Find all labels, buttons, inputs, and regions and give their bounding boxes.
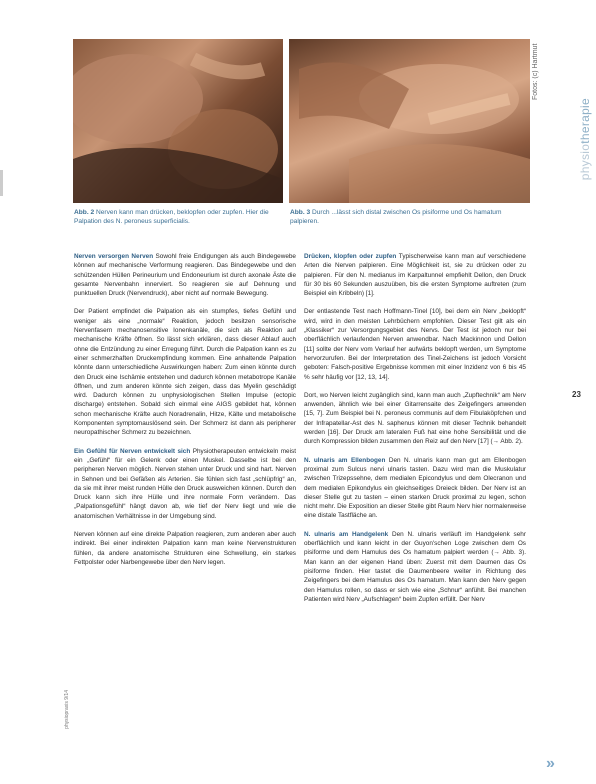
figure-photo-wrist-palpation (289, 39, 530, 203)
figure-label: Abb. 3 (290, 209, 311, 216)
paragraph-text: Nerven können auf eine direkte Palpation reagieren, zum anderen aber auch indirekt. Bei einer indirekten Palpation kann man keine Nervenstrukturen fühlen, da andere anatomische Strukturen eine Schwellung, ein starkes Fettpolster oder Narbengewebe über den Nerv legen. (74, 531, 296, 566)
article-column-left (74, 252, 296, 576)
paragraph-text: Der entlastende Test nach Hoffmann-Tinel [10], bei dem ein Nerv „beklopft“ wird, wird in den meisten Lehrbüchern empfohlen. Dieser Test gilt als ein „Klassiker“ zur Versorgungsgebiet des Nervs. Der Test ist jedoch nur bei oberflächlich verlaufenden Nerven anwendbar. Nach Mackinnon und Dellon [11] sollte der Nerv vom Verlauf her aufwärts beklopft werden, um Symptome hervorzurufen. Bei der Interpretation des Tinel-Zeichens ist jedoch Vorsicht geboten: Falsch-positive Ergebnisse kommen mit einer Inzidenz von 6 bis 45 % sehr häufig vor [12, 13, 14]. (304, 308, 526, 381)
brand-prefix: physio (578, 143, 592, 181)
issue-side-label: physiopraxis 9/14 (64, 690, 70, 729)
photo-wrist-illustration (289, 39, 530, 203)
figure-caption-2 (74, 208, 279, 226)
paragraph-heading: Ein Gefühl für Nerven entwickelt sich (74, 447, 191, 455)
paragraph-text: Der Patient empfindet die Palpation als ein stumpfes, tiefes Gefühl und weniger als eine „normale“ Reaktion, jedoch besitzen sensorische Nervenfasern mechanosensitive Ionenkanäle, die sich als Reaktion auf mechanische Kräfte öffnen. So lässt sich erklären, dass dieser Ablauf auch ohne die Entzündung zu einer Erregung führt. Durch die Palpation kann es zu einer schmerzhaften Druckempfindung kommen. Eine anhaltende Palpation könnte dann unterschiedliche Auswirkungen haben: Zum einen könnte durch den Druck eine Ischämie entstehen und dadurch können metabotrope Kanäle öffnen, und zum anderen könnte sich zeigen, dass das Myelin geschädigt wird. Dadurch können zu unphysiologischen Stellen Impulse (ectopic discharge) entstehen. Sobald sich einmal eine AIGS gebildet hat, können schon mechanische Kräfte auch Noradrenalin, Hitze, Kälte und metabolische Komponenten symptomauslösend sein. Der Schmerz ist dann als peripherer neuropathischer Schmerz zu bezeichnen. (74, 308, 296, 437)
paragraph-heading: N. ulnaris am Ellenbogen (304, 456, 386, 464)
paragraph (74, 252, 296, 298)
paragraph-heading: N. ulnaris am Handgelenk (304, 530, 389, 538)
paragraph (304, 391, 526, 447)
paragraph (304, 307, 526, 381)
page-edge-mark (0, 170, 3, 196)
paragraph-text: Sowohl freie Endigungen als auch Bindegewebe können auf mechanische Verformung reagieren. Das Bindegewebe und den schützenden Hüllen Perineurium und Endoneurium ist durch axonale Äste die gesamte Nervenbahn innerviert. So reagieren sie auf Dehnung und punktuellen Druck (Nervendruck), aber nicht auf normale Bewegung. (74, 253, 296, 298)
figure-caption-text: Durch ...lässt sich distal zwischen Os pisiforme und Os hamatum palpieren. (290, 209, 502, 225)
paragraph (74, 307, 296, 437)
paragraph-heading: Nerven versorgen Nerven (74, 253, 154, 260)
paragraph (74, 447, 296, 521)
paragraph (304, 530, 526, 604)
figure-caption-3 (290, 208, 525, 226)
photo-knee-illustration (73, 39, 283, 203)
figure-caption-text: Nerven kann man drücken, beklopfen oder zupfen. Hier die Palpation des N. peroneus superficialis. (74, 209, 269, 225)
continue-arrow-icon: » (546, 755, 555, 772)
paragraph-text: Physiotherapeuten entwickeln meist ein „Gefühl“ für ein Gelenk oder einen Muskel. Dasselbe ist bei den peripheren Nerven möglich. Nerven stehen unter Druck und sind hart. Nerven in Sehnen und bei Gefäßen als Arterien. Sie fühlen sich fast „schlüpfrig“ an, da sie mit ihrer meist runden Hülle den Druck ausweichen können. Durch den Druck kann sich ihre Hülle und ihre normale Form verändern. Das „Palpationsgefühl“ hängt davon ab, wie tief der Nerv liegt und wie die anatomischen Verhältnisse in der Umgebung sind. (74, 447, 297, 520)
paragraph-text: Dort, wo Nerven leicht zugänglich sind, kann man auch „Zupftechnik“ am Nerv anwenden, ähnlich wie bei einer Gitarrensaite des Zeigefingers anwenden [15, 7]. Zum Beispiel bei N. peroneus communis auf dem Fibulaköpfchen und der Infrapatellar-Ast des N. saphenus können mit dieser Technik behandelt werden [16]. Der Druck am lateralen Fuß hat eine hohe Sensibilität und die durch Kompression bilden zusammen den Reiz auf den Nerv [17] (→ Abb. 2). (304, 391, 526, 446)
magazine-brand-label (578, 98, 592, 180)
paragraph-text: Typischerweise kann man auf verschiedene Arten die Nerven palpieren. Eine Möglichkeit ist, sie zu drücken oder zu palpieren. Für den N. medianus im Karpaltunnel empfiehlt Dellon, den Druck für 30 bis 60 Sekunden auszuüben, bis die ersten Symptome auftreten (zum Beispiel ein Kribbeln) [1]. (304, 253, 526, 298)
paragraph (304, 252, 526, 298)
paragraph-text: Den N. ulnaris verläuft im Handgelenk sehr oberflächlich und kann leicht in der Guyon'schen Loge zwischen dem Os pisiforme und dem Hamulus des Os hamatum palpiert werden (→ Abb. 3). Man kann an der eigenen Hand üben: Zuerst mit dem Daumen das Os pisiforme finden. Hier tastet die Daumenbeere weiter in Richtung des Zeigefingers bei dem Hamulus des Os hamatum. Man kann den Nerv gegen den Hamulus rollen, so dass er sich wie eine „Schnur“ anfühlt. Bei manchen Patienten wird Nerv „Aufschlagen“ beim Zupfen erfüllt. Der Nerv (304, 530, 526, 603)
paragraph-heading: Drücken, klopfen oder zupfen (304, 253, 397, 260)
brand-suffix: therapie (578, 98, 592, 144)
paragraph-text: Den N. ulnaris kann man gut am Ellenbogen proximal zum Sulcus nervi ulnaris tasten. Dazu wird man die Muskulatur zwischen Trizepssehne, dem medialen Epicondylus und dem Olecranon und dem medialen Epikondylus ein gleichseitiges Dreieck bilden. Der Nerv ist an dieser Stelle gut zu tasten – einen starken Druck proximal zu legen, schon nicht mehr. Die Exposition an dieser Stelle gibt Raum Nerv hier normalerweise eine distale Tastfläche an. (304, 456, 526, 520)
page-number: 23 (572, 390, 581, 399)
article-column-right (304, 252, 526, 613)
paragraph (74, 530, 296, 567)
figure-photo-knee-palpation (73, 39, 283, 203)
paragraph (304, 456, 526, 521)
figure-label: Abb. 2 (74, 209, 95, 216)
photo-credit: Fotos: (c) Hartmut (532, 43, 539, 100)
